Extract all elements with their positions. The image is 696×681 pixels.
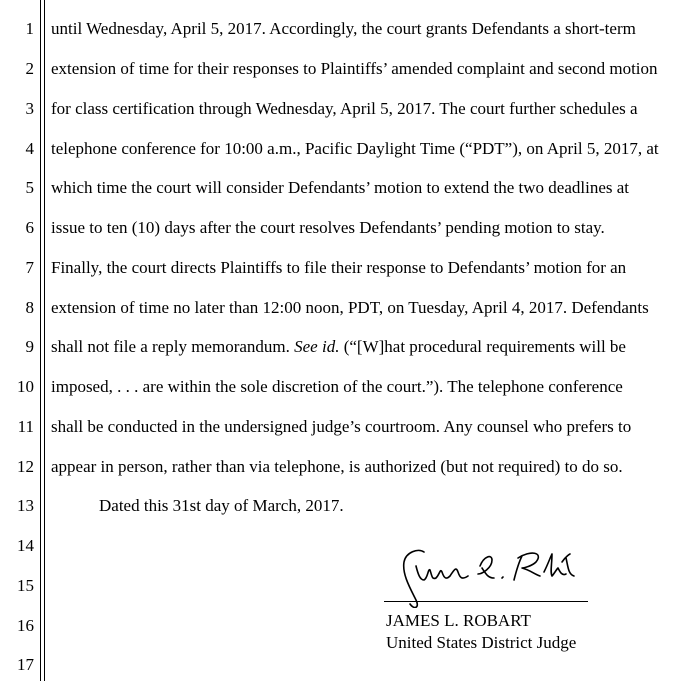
line-number: 1 [25, 19, 34, 38]
line-number: 6 [25, 218, 34, 237]
body-text-line: which time the court will consider Defendants’ motion to extend the two deadlines at [51, 178, 629, 197]
line-number: 5 [25, 178, 34, 197]
body-text-line: Finally, the court directs Plaintiffs to file their response to Defendants’ motion for an [51, 258, 627, 277]
line-number: 7 [25, 258, 34, 277]
line-number: 3 [25, 99, 34, 118]
body-text-line: issue to ten (10) days after the court resolves Defendants’ pending motion to stay. [51, 218, 605, 237]
body-text-line: until Wednesday, April 5, 2017. Accordingly, the court grants Defendants a short-term [51, 19, 636, 38]
line-number: 2 [25, 59, 34, 78]
body-text-line: for class certification through Wednesday, April 5, 2017. The court further schedules a [51, 99, 638, 118]
body-text-line: shall be conducted in the undersigned judge’s courtroom. Any counsel who prefers to [51, 417, 632, 436]
body-text-segment: shall not file a reply memorandum. [51, 337, 295, 356]
signer-name: JAMES L. ROBART [386, 611, 531, 630]
body-text-line: extension of time no later than 12:00 noon, PDT, on Tuesday, April 4, 2017. Defendants [51, 298, 649, 317]
line-number: 17 [17, 655, 34, 674]
line-number: 10 [17, 377, 34, 396]
line-number: 12 [17, 457, 34, 476]
body-text-line: extension of time for their responses to Plaintiffs’ amended complaint and second motion [51, 59, 658, 78]
line-number: 11 [17, 417, 34, 436]
line-number: 4 [25, 139, 34, 158]
line-number: 16 [17, 616, 34, 635]
signature-line [384, 601, 588, 602]
body-text-line: imposed, . . . are within the sole discretion of the court.”). The telephone conference [51, 377, 623, 396]
margin-rule-right [44, 0, 45, 681]
body-text-line: telephone conference for 10:00 a.m., Pacific Daylight Time (“PDT”), on April 5, 2017, at [51, 139, 659, 158]
dated-line: Dated this 31st day of March, 2017. [99, 496, 344, 515]
line-number: 9 [25, 337, 34, 356]
line-number: 15 [17, 576, 34, 595]
signer-title: United States District Judge [386, 633, 577, 652]
body-text-segment: (“[W]hat procedural requirements will be [339, 337, 626, 356]
line-number: 13 [17, 496, 34, 515]
body-text-line [51, 337, 626, 357]
body-text-line: appear in person, rather than via telephone, is authorized (but not required) to do so. [51, 457, 623, 476]
citation-signal: See id. [294, 337, 340, 356]
margin-rule-left [40, 0, 41, 681]
line-number: 8 [25, 298, 34, 317]
signature-image [384, 544, 594, 608]
line-number: 14 [17, 536, 34, 555]
